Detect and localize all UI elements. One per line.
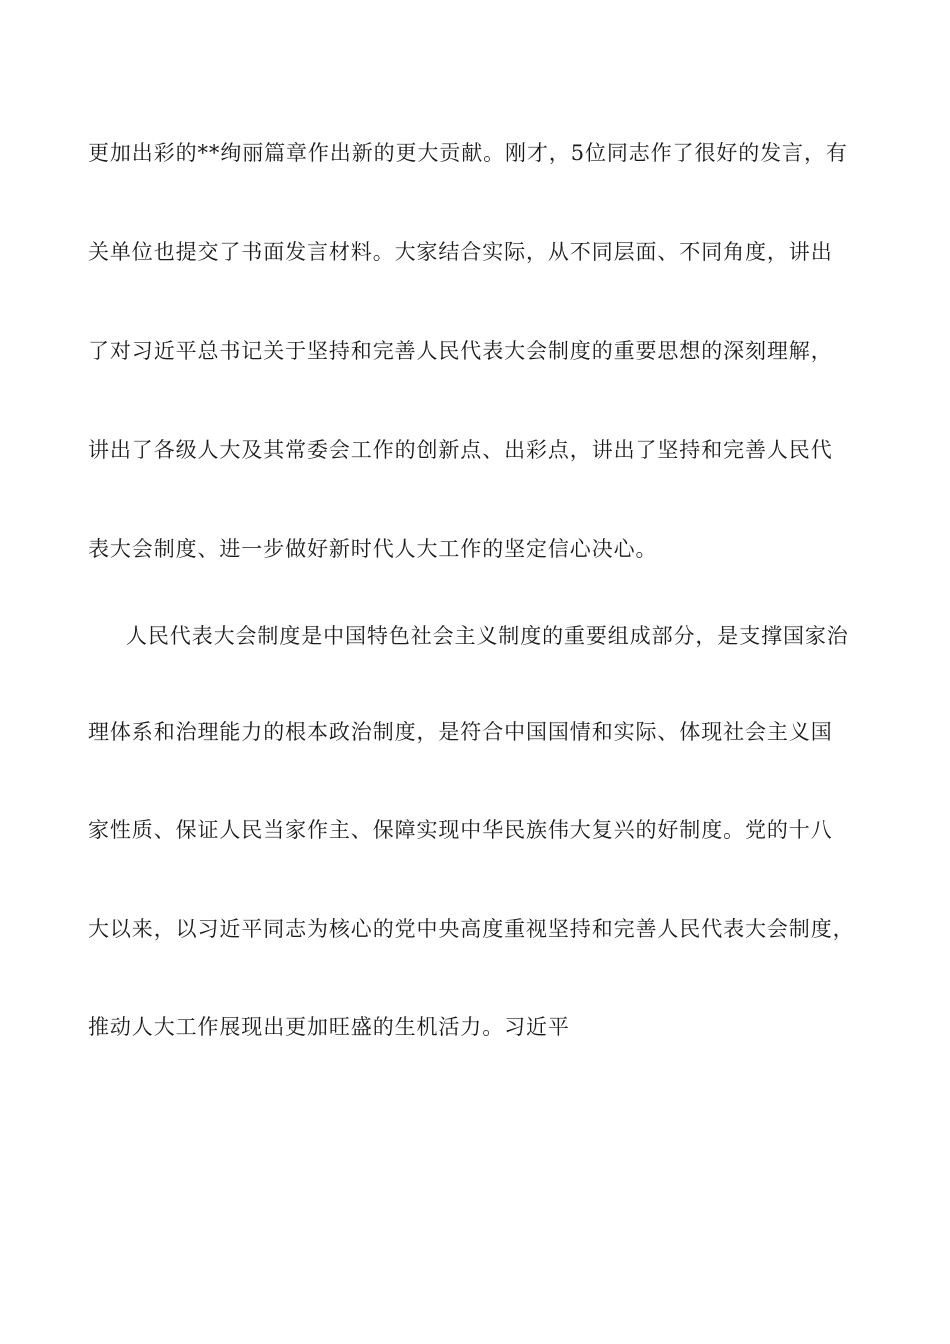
- paragraph-1-line-2: 关单位也提交了书面发言材料。大家结合实际，从不同层面、不同角度，讲出: [88, 240, 833, 264]
- paragraph-1-line-1: 更加出彩的**绚丽篇章作出新的更大贡献。刚才，5位同志作了很好的发言，有: [88, 141, 848, 165]
- paragraph-1-line-3: 了对习近平总书记关于坚持和完善人民代表大会制度的重要思想的深刻理解，: [88, 339, 833, 363]
- paragraph-1-line-4: 讲出了各级人大及其常委会工作的创新点、出彩点，讲出了坚持和完善人民代: [88, 438, 833, 462]
- paragraph-2-line-3: 家性质、保证人民当家作主、保障实现中华民族伟大复兴的好制度。党的十八: [88, 818, 833, 842]
- paragraph-2-line-4: 大以来，以习近平同志为核心的党中央高度重视坚持和完善人民代表大会制度，: [88, 917, 855, 941]
- paragraph-1-line-5: 表大会制度、进一步做好新时代人大工作的坚定信心决心。: [88, 537, 658, 561]
- paragraph-2-line-1: 人民代表大会制度是中国特色社会主义制度的重要组成部分，是支撑国家治: [126, 624, 849, 648]
- paragraph-2-line-5: 推动人大工作展现出更加旺盛的生机活力。习近平: [88, 1015, 570, 1039]
- paragraph-2-line-2: 理体系和治理能力的根本政治制度，是符合中国国情和实际、体现社会主义国: [88, 720, 833, 744]
